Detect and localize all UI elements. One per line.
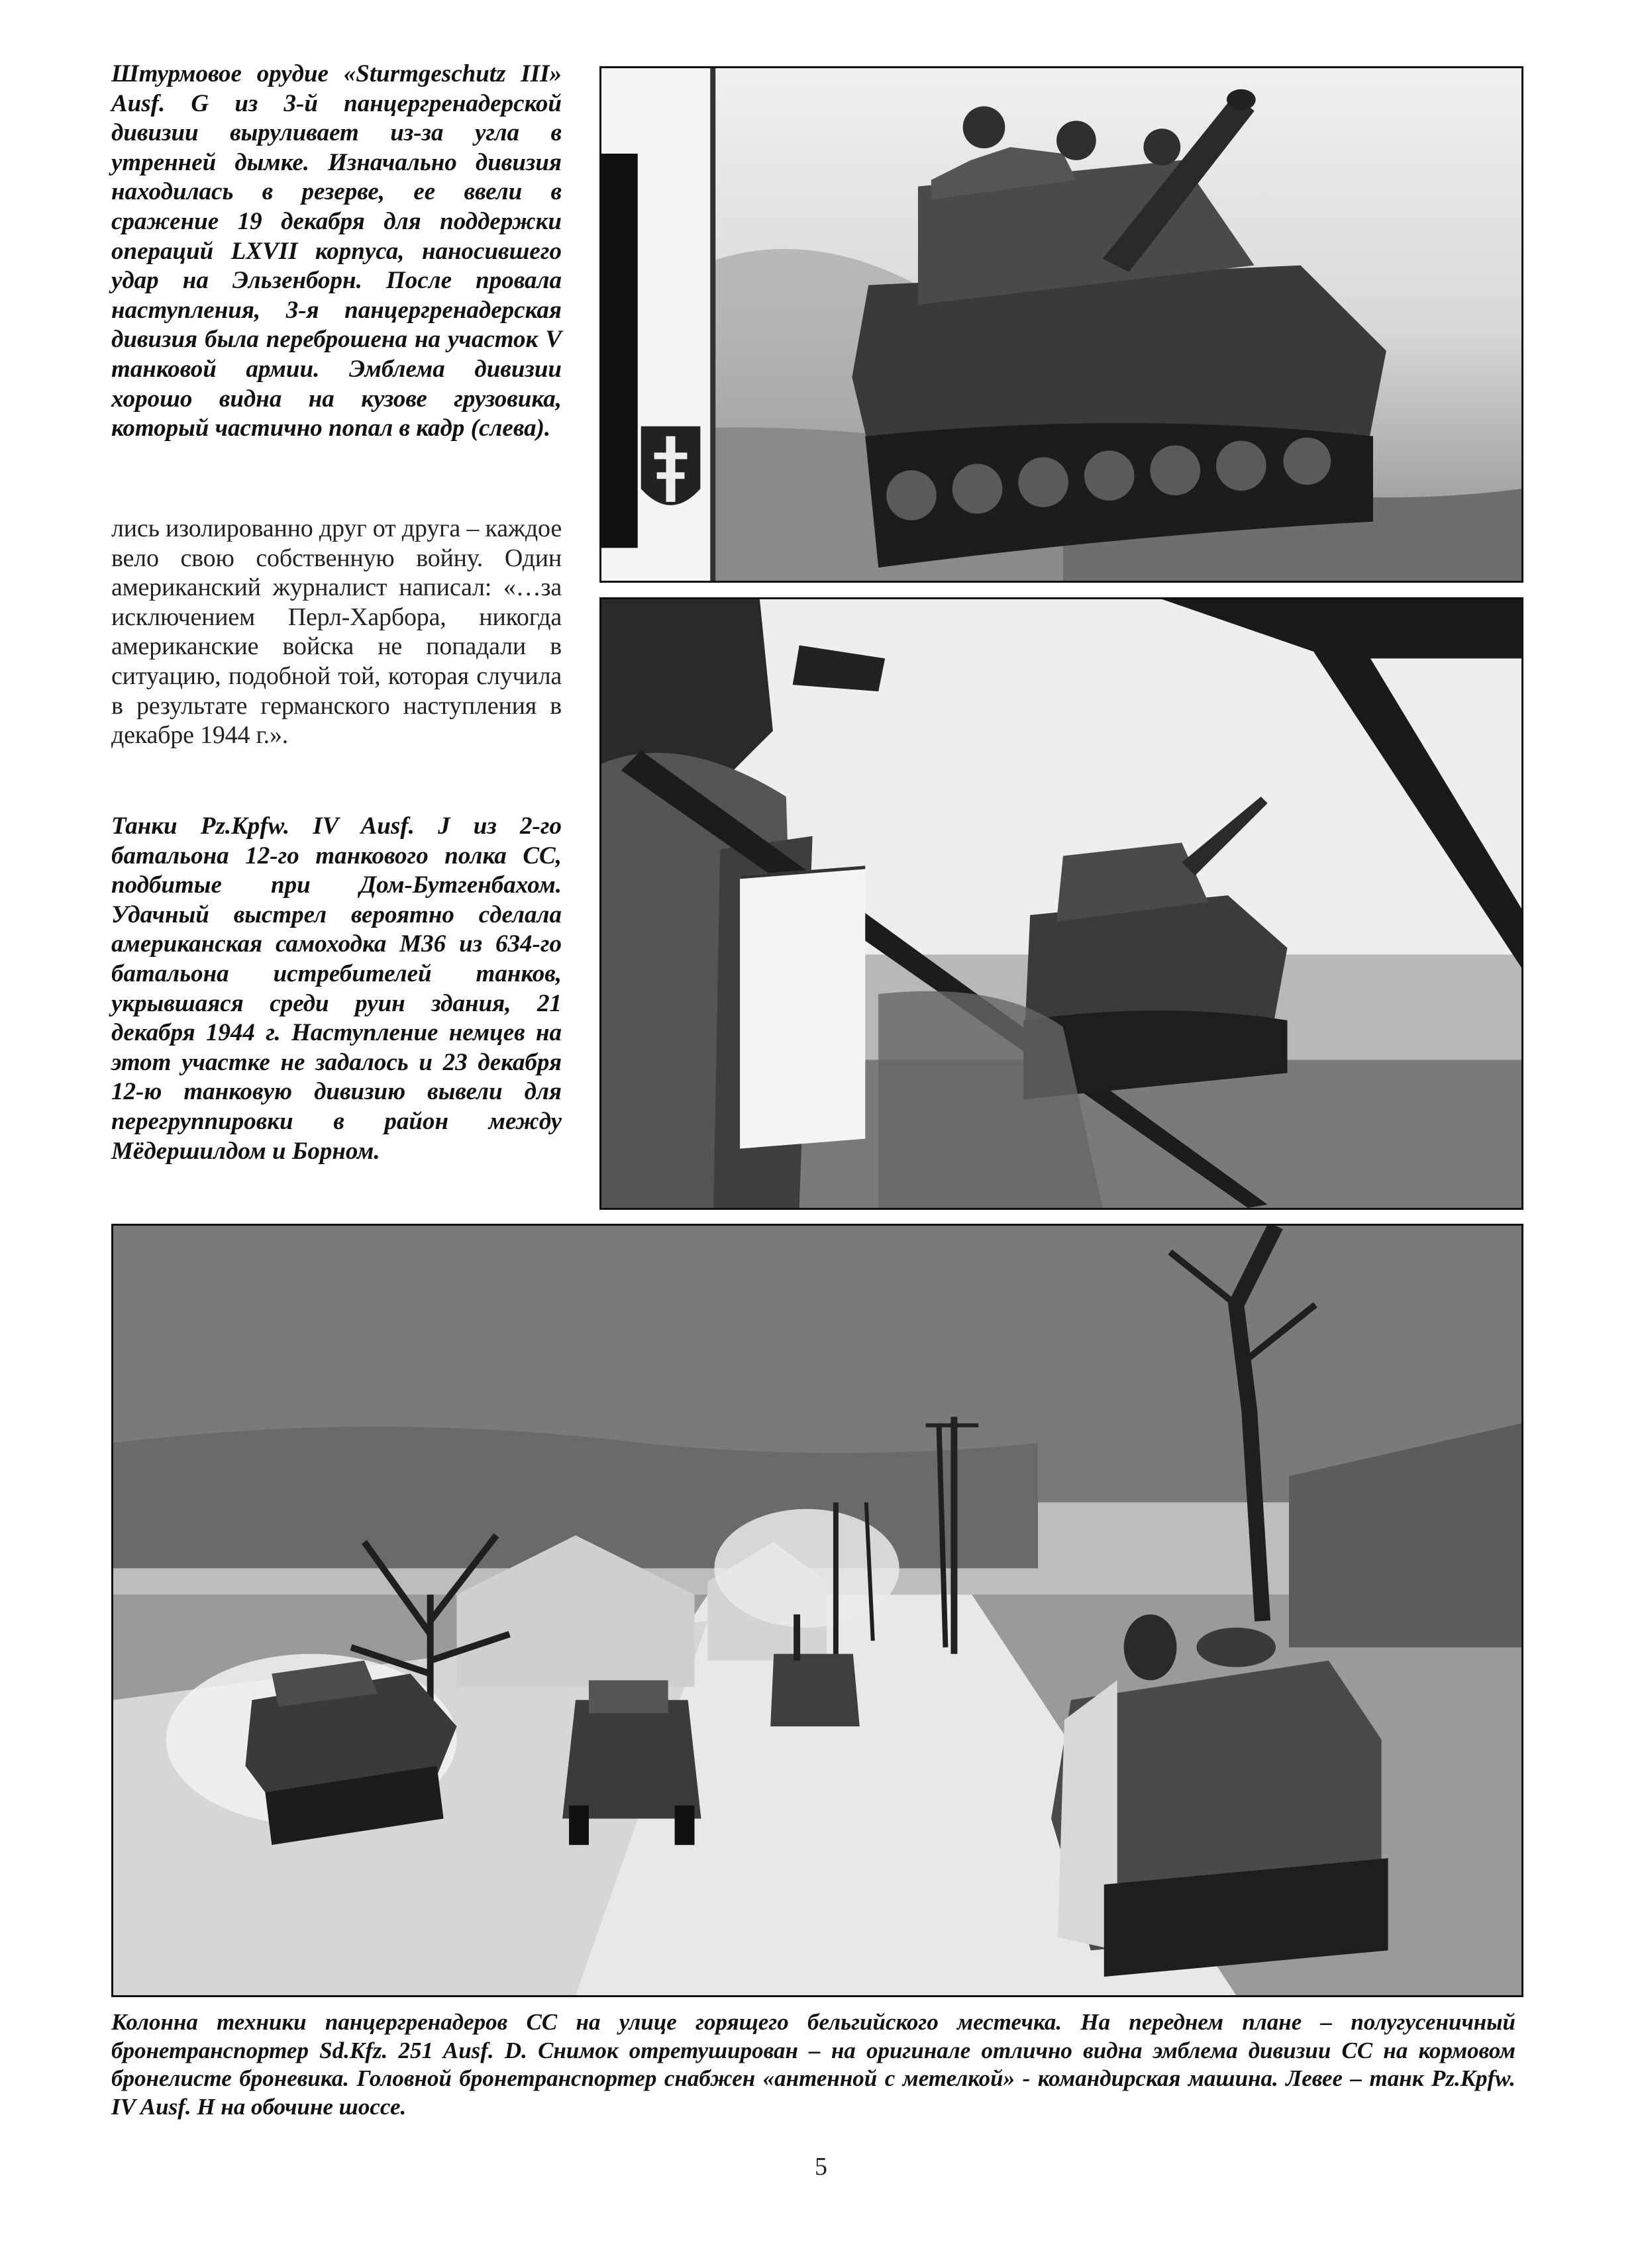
stug-illustration [601,68,1521,581]
column-illustration [113,1226,1521,1995]
division-emblem-icon [641,426,701,505]
photo-caption-column: Колонна техники панцергренадеров СС на улице горящего бельгийского местечка. На переднем плане – полугусеничный бронетранспортер Sd.Kfz. 251 Ausf. D. Снимок отретуширован – на оригинале отлично видна эмблема дивизии СС на кормовом бронелисте броневика. Головной бронетранспортер снабжен «антенной с метелкой» - командирская машина. Левее – танк Pz.Kpfw. IV Ausf. H на обочине шоссе. [111,2009,1515,2120]
panzer-ruins-illustration [601,599,1521,1208]
photo-panzer-iv-ruins [599,597,1523,1210]
body-paragraph: лись изолированно друг от друга – каждое вело свою собственную войну. Один американский журналист написал: «…за исключением Перл-Харбора, никогда американские войска не попадали в ситуацию, подобной той, которая случила в результате германского наступления в декабре 1944 г.». [111,515,562,750]
page-number: 5 [815,2153,827,2181]
photo-caption-panzer: Танки Pz.Kpfw. IV Ausf. J из 2-го батальона 12-го танкового полка СС, подбитые при Дом-Бутгенбахом. Удачный выстрел вероятно сделала американская самоходка М36 из 634-го батальона истребителей танков, укрывшаяся среди руин здания, 21 декабря 1944 г. Наступление немцев на этот участке не задалось и 23 декабря 12-ю танковую дивизию вывели для перегруппировки в район между Мёдершилдом и Борном. [111,813,562,1165]
photo-stug-assault-gun [599,66,1523,583]
photo-caption-stug: Штурмовое орудие «Sturmgeschutz III» Ausf. G из 3-й панцергренадерской дивизии выруливает из-за угла в утренней дымке. Изначально дивизия находилась в резерве, ее ввели в сражение 19 декабря для поддержки операций LXVII корпуса, наносившего удар на Эльзенборн. После провала наступления, 3-я панцергренадерская дивизия была переброшена на участок V танковой армии. Эмблема дивизии хорошо видна на кузове грузовика, который частично попал в кадр (слева). [111,60,562,442]
photo-vehicle-column [111,1224,1523,1997]
